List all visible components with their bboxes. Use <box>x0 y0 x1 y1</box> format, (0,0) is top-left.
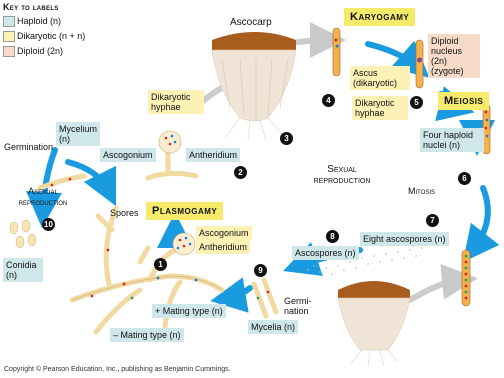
dikaryotic-hyphae-label-2: Dikaryotic hyphae <box>352 96 408 120</box>
mating-plus-label: + Mating type (n) <box>152 304 226 318</box>
mitosis-label: Mitosis <box>408 186 436 196</box>
ascospores-label: Ascospores (n) <box>292 246 359 260</box>
key-title: Key to labels <box>3 2 59 12</box>
ascogonium-cell-lower <box>173 233 195 255</box>
germinating-mycelia <box>254 280 276 316</box>
meiosis-banner: Meiosis <box>438 92 489 110</box>
ascocarp-label: Ascocarp <box>230 17 272 28</box>
conidia-label: Conidia (n) <box>3 258 43 282</box>
mycelium-label: Mycelium (n) <box>56 122 100 146</box>
step-9: 9 <box>254 264 267 277</box>
key-swatch-dikaryotic <box>3 31 15 42</box>
step-8: 8 <box>326 230 339 243</box>
germination-label-2: Germi- nation <box>284 296 312 316</box>
ascus-label: Ascus (dikaryotic) <box>350 66 410 90</box>
conidia-cells <box>10 220 36 248</box>
dikaryotic-hyphae-label: Dikaryotic hyphae <box>148 90 204 114</box>
step-7: 7 <box>426 214 439 227</box>
step-5: 5 <box>410 96 423 109</box>
step-1: 1 <box>154 258 167 271</box>
germination-label: Germination <box>4 142 54 152</box>
step-6: 6 <box>458 172 471 185</box>
karyogamy-banner: Karyogamy <box>344 8 415 26</box>
antheridium-label-upper: Antheridium <box>186 148 240 162</box>
ascocarp-bottom <box>338 281 410 366</box>
ascocarp-top <box>212 32 296 140</box>
diploid-nucleus-label: Diploid nucleus (2n) (zygote) <box>428 34 480 78</box>
key-label-diploid: Diploid (2n) <box>17 46 64 56</box>
antheridium-label-lower: Antheridium <box>196 240 250 254</box>
key-label-dikaryotic: Dikaryotic (n + n) <box>17 31 86 41</box>
eight-ascospores-label: Eight ascospores (n) <box>360 232 449 246</box>
plasmogamy-banner: Plasmogamy <box>146 202 223 220</box>
ascogonium-label-upper: Ascogonium <box>100 148 156 162</box>
step-10: 10 <box>42 218 55 231</box>
copyright-caption: Copyright © Pearson Education, Inc., publishing as Benjamin Cummings. <box>4 366 231 373</box>
step-3: 3 <box>280 132 293 145</box>
key-swatch-diploid <box>3 46 15 57</box>
spores-label: Spores <box>110 208 139 218</box>
key-label-haploid: Haploid (n) <box>17 16 62 26</box>
step-2: 2 <box>234 166 247 179</box>
asexual-reproduction-label: Asexual reproduction <box>18 186 68 207</box>
step-4: 4 <box>322 94 335 107</box>
sexual-reproduction-label: Sexual reproduction <box>313 164 371 186</box>
ascogonium-label-lower: Ascogonium <box>196 226 252 240</box>
four-haploid-nuclei-label: Four haploid nuclei (n) <box>420 128 484 152</box>
mating-minus-label: – Mating type (n) <box>110 328 184 342</box>
mycelia-label: Mycelia (n) <box>248 320 298 334</box>
key-swatch-haploid <box>3 16 15 27</box>
